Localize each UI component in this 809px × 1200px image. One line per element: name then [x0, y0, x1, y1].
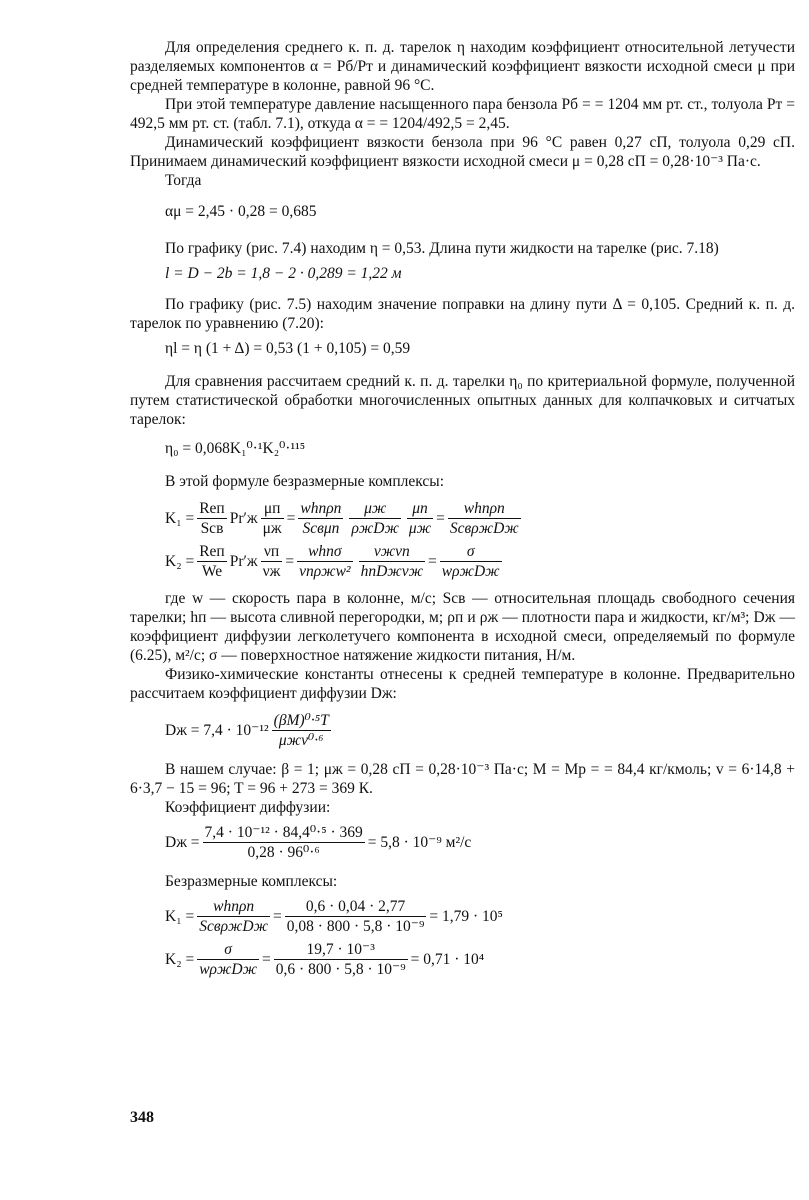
k2v-den1: wρжDж — [199, 961, 258, 978]
k1-frac4-den: ρжDж — [351, 520, 399, 537]
complexes-heading: Безразмерные комплексы: — [165, 873, 338, 890]
diffusion-heading: Коэффициент диффузии: — [165, 799, 331, 816]
k1-equals: = — [286, 510, 296, 527]
k1-frac5-den: μж — [408, 520, 432, 537]
k2-frac4-num: νжνп — [359, 542, 425, 562]
equation-alpha-mu: αμ = 2,45 · 0,28 = 0,685 — [165, 203, 317, 220]
k1v-equals: = — [273, 908, 282, 925]
page-number: 348 — [130, 1109, 154, 1126]
k1-frac2-num: μп — [261, 499, 284, 519]
dz2-rhs: = 5,8 · 10⁻⁹ м²/с — [367, 834, 472, 851]
k1-equals-2: = — [436, 510, 445, 527]
k2-frac5-den: wρжDж — [441, 563, 500, 580]
paragraph-3: Динамический коэффициент вязкости бензола при 96 °С равен 0,27 сП, толуола 0,29 сП. Принимаем динамический коэффициент вязкости исходной смеси μ = 0,28 сП = 0,28·10⁻³ Па·с. — [130, 134, 795, 170]
page-body — [130, 38, 795, 979]
paragraph-6: Для сравнения рассчитаем средний к. п. д. тарелки η₀ по критериальной формуле, полученной путем статистической обработки многочисленных опытных данных для колпачковых и ситчатых тарелок: — [130, 373, 795, 428]
k2-frac3-num: whпσ — [297, 542, 352, 562]
equation-diffusion-formula — [130, 711, 795, 750]
dz-den: μжv⁰·⁶ — [278, 732, 324, 749]
k1-frac1-den: Sсв — [200, 520, 224, 537]
paragraph-8: где w — скорость пара в колонне, м/с; Sсв — относительная площадь свободного сечения тарелки; hп — высота сливной перегородки, м; ρп и ρж — плотности пара и жидкости, кг/м³; Dж — коэффициент диффузии легколетучего компонента в исходной смеси, определяемый по формуле (6.25), м²/с; σ — поверхностное натяжение жидкости питания, Н/м. — [130, 590, 795, 664]
dz-lhs: Dж = 7,4 · 10⁻¹² — [165, 722, 269, 739]
paragraph-7: В этой формуле безразмерные комплексы: — [165, 473, 444, 490]
dz2-den: 0,28 · 96⁰·⁶ — [247, 844, 320, 861]
dz2-lhs: Dж = — [165, 834, 200, 851]
k1-frac2-den: μж — [262, 520, 282, 537]
k2v-num2: 19,7 · 10⁻³ — [274, 940, 408, 960]
k2-prandtl: Pr′ж — [229, 553, 258, 570]
k2-frac3-den: νпρжw² — [299, 563, 351, 580]
equation-path-length: l = D − 2b = 1,8 − 2 · 0,289 = 1,22 м — [165, 265, 402, 282]
k1-frac4-num: μж — [349, 499, 400, 519]
k1-prandtl: Pr′ж — [229, 510, 258, 527]
equation-diffusion-value — [130, 823, 795, 862]
dz-num: (βM)⁰·⁵T — [273, 712, 329, 729]
k1-frac3-den: Sсвμп — [302, 520, 340, 537]
k1-frac5-num: μп — [407, 499, 433, 519]
k1-frac3-num: whпρп — [300, 500, 342, 517]
paragraph-10: В нашем случае: β = 1; μж = 0,28 сП = 0,28·10⁻³ Па·с; M = Mр = = 84,4 кг/кмоль; v = 6·14,8 + 6·3,7 − 15 = 96; T = 96 + 273 = 369 К. — [130, 761, 795, 797]
paragraph-2: При этой температуре давление насыщенного пара бензола Pб = = 1204 мм рт. ст., толуола Pт = 492,5 мм рт. ст. (табл. 7.1), откуда α = = 1204/492,5 = 2,45. — [130, 96, 795, 132]
k2-frac1-num: Reп — [199, 543, 225, 560]
k1-frac1-num: Reп — [199, 500, 225, 517]
k2-frac5-num: σ — [440, 542, 502, 562]
k2-frac2-den: νж — [262, 563, 281, 580]
equation-k2-value — [130, 940, 795, 979]
k2v-lhs: K₂ = — [165, 951, 195, 968]
k2-frac4-den: hпDжνж — [360, 563, 423, 580]
k1v-num2: 0,6 · 0,04 · 2,77 — [285, 897, 427, 917]
k1v-den2: 0,08 · 800 · 5,8 · 10⁻⁹ — [286, 918, 425, 935]
k2v-rhs: = 0,71 · 10⁴ — [410, 951, 485, 968]
k1v-num1: whпρп — [197, 897, 270, 917]
paragraph-4: По графику (рис. 7.4) находим η = 0,53. Длина пути жидкости на тарелке (рис. 7.18) — [165, 240, 719, 257]
k1-lhs: K₁ = — [165, 510, 195, 527]
k1v-lhs: K₁ = — [165, 908, 195, 925]
k2-lhs: K₂ = — [165, 553, 195, 570]
equation-k1-definition — [130, 499, 795, 538]
k2v-den2: 0,6 · 800 · 5,8 · 10⁻⁹ — [275, 961, 406, 978]
k2v-num1: σ — [197, 940, 259, 960]
equation-eta-l: ηl = η (1 + Δ) = 0,53 (1 + 0,105) = 0,59 — [165, 340, 411, 357]
k1-frac6-num: whпρп — [448, 499, 521, 519]
paragraph-5: По графику (рис. 7.5) находим значение поправки на длину пути Δ = 0,105. Средний к. п. д. тарелок по уравнению (7.20): — [130, 296, 795, 332]
then-word: Тогда — [165, 172, 202, 189]
k2-frac2-num: νп — [261, 542, 283, 562]
k2-equals-2: = — [428, 553, 437, 570]
paragraph-9: Физико-химические константы отнесены к средней температуре в колонне. Предварительно рассчитаем коэффициент диффузии Dж: — [130, 666, 795, 702]
k2v-equals: = — [262, 951, 271, 968]
k1v-den1: SсвρжDж — [199, 918, 269, 935]
k1v-rhs: = 1,79 · 10⁵ — [429, 908, 503, 925]
k2-frac1-den: We — [201, 563, 223, 580]
equation-k1-value — [130, 897, 795, 936]
k2-equals: = — [285, 553, 295, 570]
paragraph-1: Для определения среднего к. п. д. тарелок η находим коэффициент относительной летучести разделяемых компонентов α = Pб/Pт и динамический коэффициент вязкости исходной смеси μ при средней температуре в колонне, равной 96 °С. — [130, 39, 795, 94]
dz2-num: 7,4 · 10⁻¹² · 84,4⁰·⁵ · 369 — [204, 824, 363, 841]
k1-frac6-den: SсвρжDж — [449, 520, 519, 537]
equation-eta-0: η₀ = 0,068K₁⁰·¹K₂⁰·¹¹⁵ — [165, 440, 306, 457]
equation-k2-definition — [130, 542, 795, 581]
